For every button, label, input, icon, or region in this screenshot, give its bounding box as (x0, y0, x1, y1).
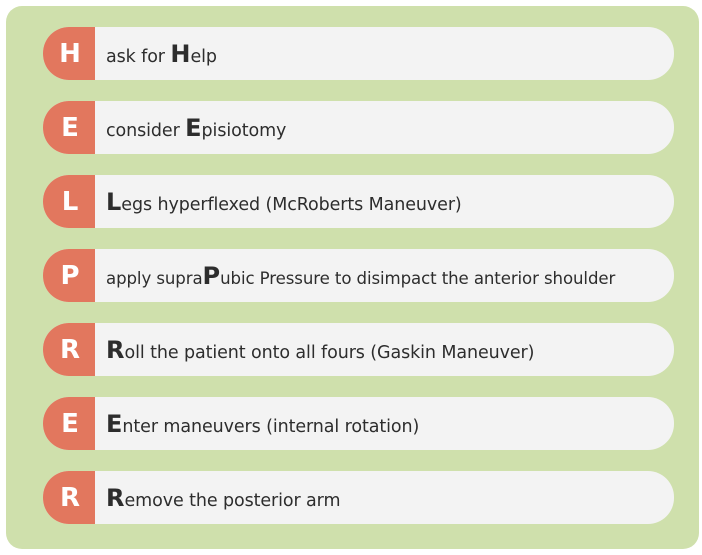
highlight-letter: L (106, 187, 122, 216)
mnemonic-row-r (43, 323, 674, 376)
mnemonic-panel (6, 6, 699, 549)
mnemonic-row-l (43, 175, 674, 228)
highlight-letter: E (106, 409, 123, 438)
letter-badge: E (43, 101, 95, 154)
row-text (95, 114, 286, 142)
text-suffix: ubic Pressure to disimpact the anterior shoulder (220, 268, 616, 288)
letter-badge: P (43, 249, 95, 302)
highlight-letter: R (106, 335, 125, 364)
text-suffix: oll the patient onto all fours (Gaskin Maneuver) (124, 342, 535, 363)
mnemonic-row-e (43, 101, 674, 154)
text-prefix: consider (106, 120, 186, 141)
row-text (95, 40, 217, 68)
highlight-letter: P (202, 261, 221, 290)
text-prefix: ask for (106, 46, 171, 67)
highlight-letter: H (170, 39, 191, 68)
mnemonic-row-r2 (43, 471, 674, 524)
letter-badge: L (43, 175, 95, 228)
mnemonic-row-e2 (43, 397, 674, 450)
row-text (95, 336, 534, 364)
text-suffix: elp (190, 46, 217, 67)
letter-badge: R (43, 471, 95, 524)
row-text (95, 484, 340, 512)
row-text (95, 410, 419, 438)
text-suffix: pisiotomy (201, 120, 287, 141)
text-prefix: apply supra (106, 268, 203, 288)
mnemonic-row-h (43, 27, 674, 80)
text-suffix: emove the posterior arm (124, 490, 341, 511)
mnemonic-row-p (43, 249, 674, 302)
highlight-letter: R (106, 483, 125, 512)
text-suffix: nter maneuvers (internal rotation) (122, 416, 420, 437)
letter-badge: E (43, 397, 95, 450)
letter-badge: R (43, 323, 95, 376)
letter-badge: H (43, 27, 95, 80)
row-text (95, 262, 615, 290)
text-suffix: egs hyperflexed (McRoberts Maneuver) (121, 194, 462, 215)
row-text (95, 188, 462, 216)
highlight-letter: E (185, 113, 202, 142)
